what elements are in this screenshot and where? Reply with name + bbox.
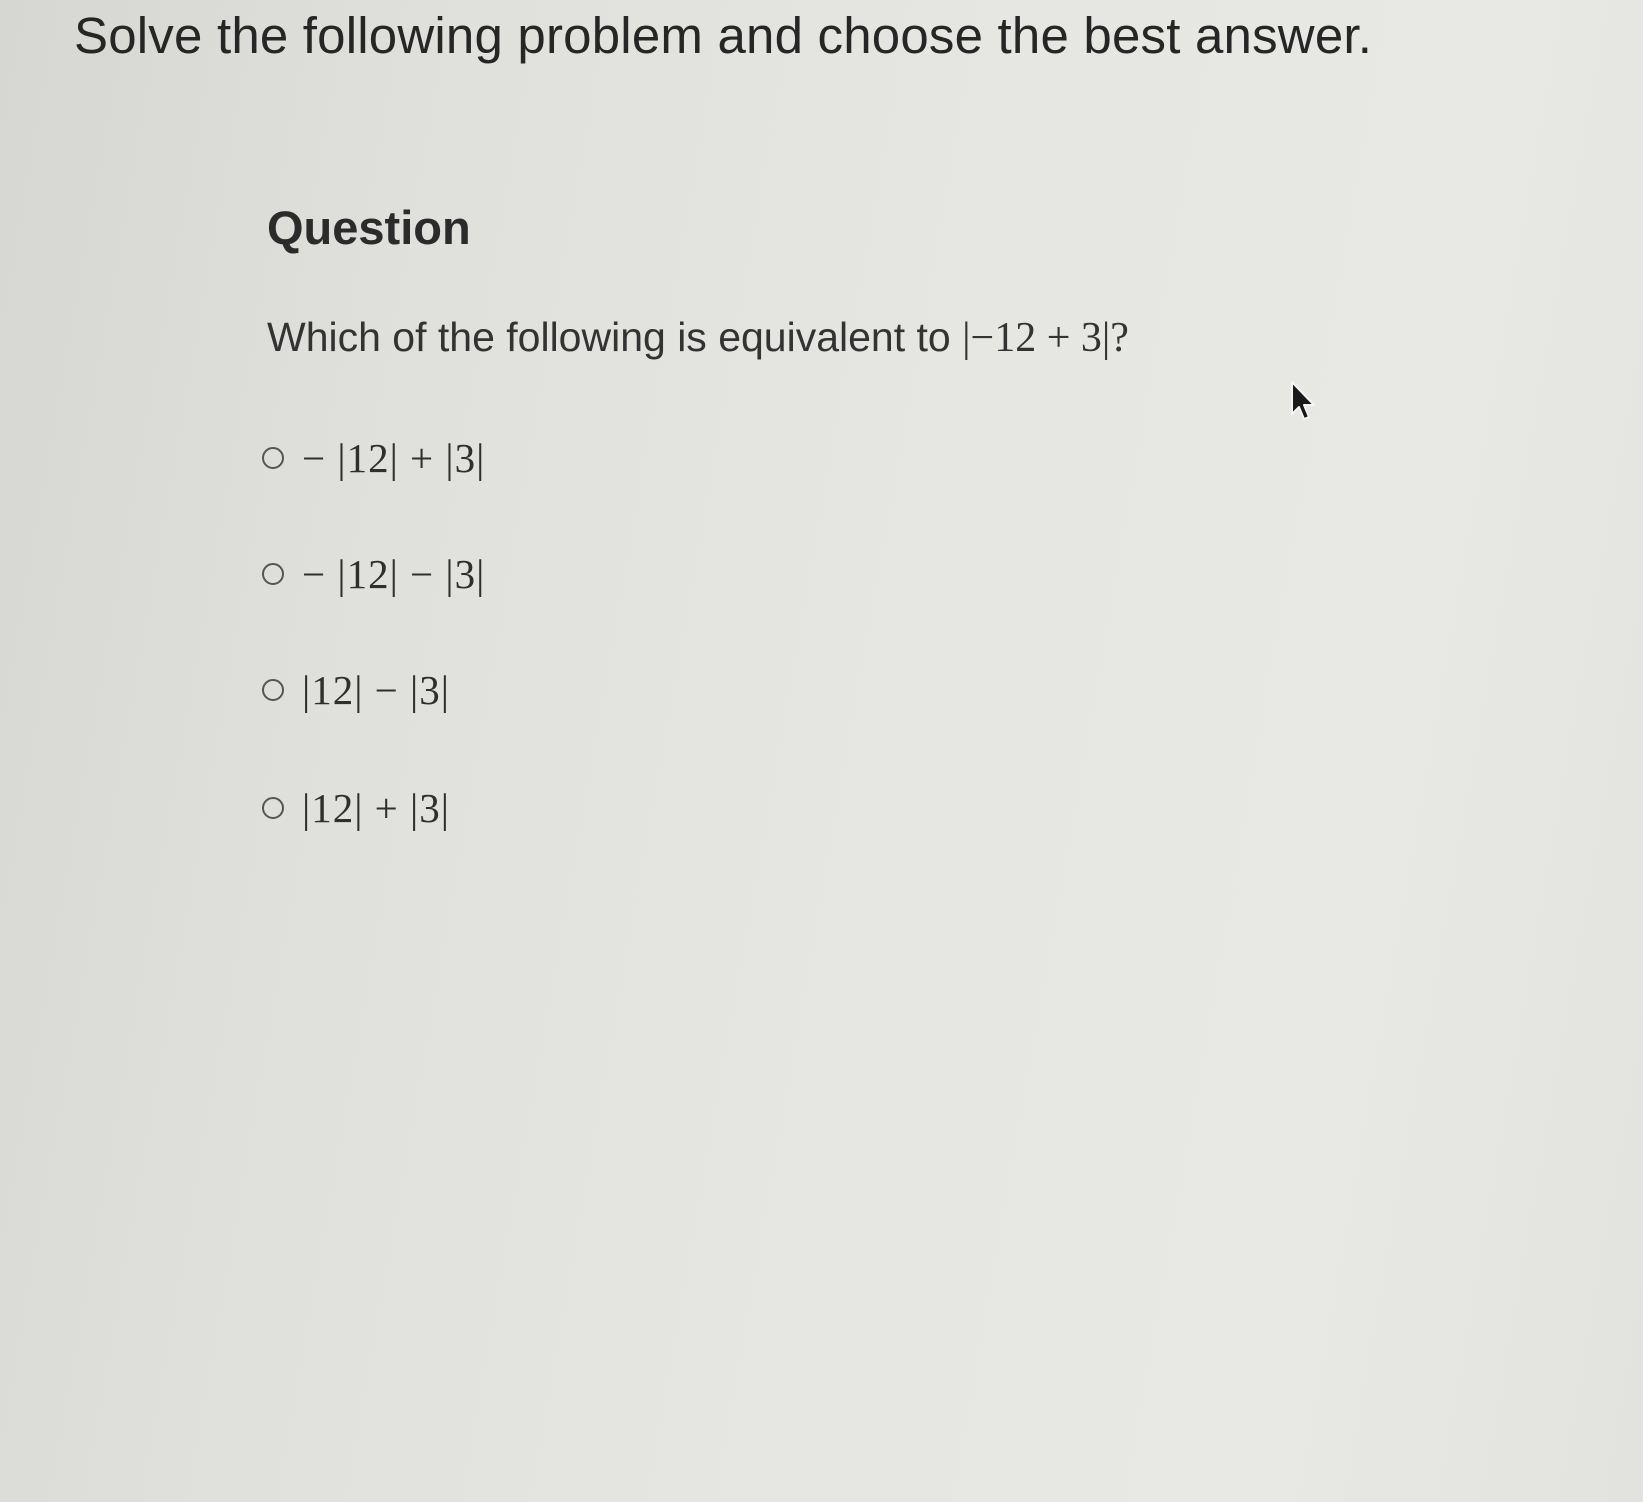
option-4-label[interactable]: |12| + |3| <box>302 785 450 831</box>
option-2-label[interactable]: − |12| − |3| <box>302 551 486 597</box>
question-prompt <box>267 314 1129 362</box>
question-expression: |−12 + 3|? <box>962 315 1129 361</box>
instruction-text: Solve the following problem and choose the best answer. <box>74 7 1373 64</box>
question-heading: Question <box>267 201 471 254</box>
option-3-label[interactable]: |12| − |3| <box>302 667 450 713</box>
mouse-pointer-icon <box>1288 380 1320 428</box>
radio-circle-icon[interactable] <box>262 679 284 701</box>
option-1-label[interactable]: − |12| + |3| <box>302 435 486 481</box>
option-4[interactable] <box>262 784 450 832</box>
radio-circle-icon[interactable] <box>262 797 284 819</box>
radio-circle-icon[interactable] <box>262 563 284 585</box>
option-2[interactable] <box>262 550 485 598</box>
radio-circle-icon[interactable] <box>262 447 284 469</box>
option-3[interactable] <box>262 666 450 714</box>
question-prompt-text: Which of the following is equivalent to <box>267 314 963 360</box>
option-1[interactable] <box>262 434 485 482</box>
